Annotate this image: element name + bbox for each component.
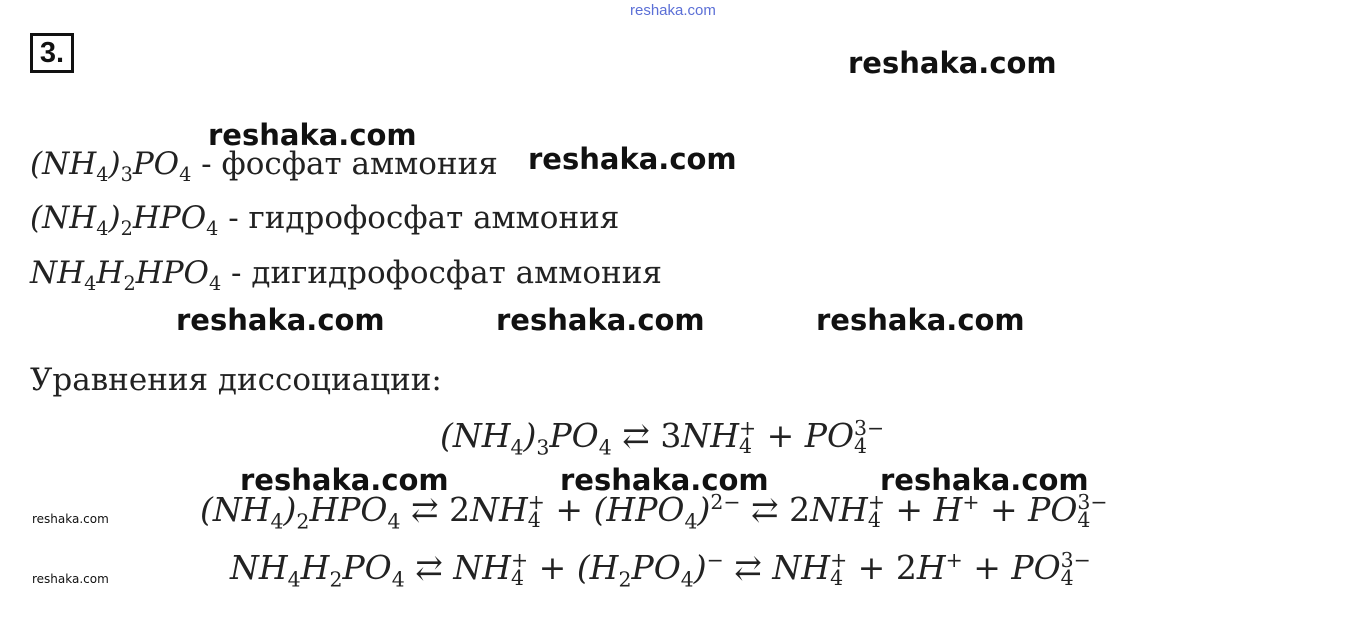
watermark: reshaka.com xyxy=(208,118,417,152)
watermark-small: reshaka.com xyxy=(32,572,109,586)
watermark-small: reshaka.com xyxy=(32,512,109,526)
watermark: reshaka.com xyxy=(240,463,449,497)
top-watermark-link[interactable]: reshaka.com xyxy=(630,2,716,19)
salt-line-1: $(NH_4)_3PO_4$ - фосфат аммония xyxy=(30,146,498,187)
salt-name: дигидрофосфат аммония xyxy=(251,255,662,291)
salt-formula: $(NH_4)_3PO_4$ xyxy=(30,146,192,187)
watermark: reshaka.com xyxy=(528,142,737,176)
watermark: reshaka.com xyxy=(560,463,769,497)
dissociation-heading: Уравнения диссоциации: xyxy=(30,362,442,398)
salt-line-2: $(NH_4)_2HPO_4$ - гидрофосфат аммония xyxy=(30,200,620,241)
watermark: reshaka.com xyxy=(816,303,1025,337)
watermark: reshaka.com xyxy=(176,303,385,337)
watermark: reshaka.com xyxy=(848,46,1057,80)
salt-line-3: $NH_4H_2HPO_4$ - дигидрофосфат аммония xyxy=(30,255,662,296)
salt-name: гидрофосфат аммония xyxy=(248,200,620,236)
salt-name: фосфат аммония xyxy=(221,146,498,182)
equation-2: $(NH_4)_2HPO_4$ ⇄ 2NH + 4 + $(HPO_4)^{2-}$ ⇄ 2NH + 4 + H+ + PO 3− 4 xyxy=(200,489,1108,534)
salt-formula: $NH_4H_2HPO_4$ xyxy=(30,255,222,296)
task-number-box: 3. xyxy=(30,33,74,73)
equation-1: $(NH_4)_3PO_4$ ⇄ 3NH + 4 + PO 3− 4 xyxy=(440,415,885,460)
equation-3: $NH_4H_2PO_4$ ⇄ NH + 4 + $(H_2PO_4)^-$ ⇄ NH + 4 + 2H+ + PO 3− 4 xyxy=(230,547,1091,592)
salt-formula: $(NH_4)_2HPO_4$ xyxy=(30,200,219,241)
watermark: reshaka.com xyxy=(880,463,1089,497)
watermark: reshaka.com xyxy=(496,303,705,337)
